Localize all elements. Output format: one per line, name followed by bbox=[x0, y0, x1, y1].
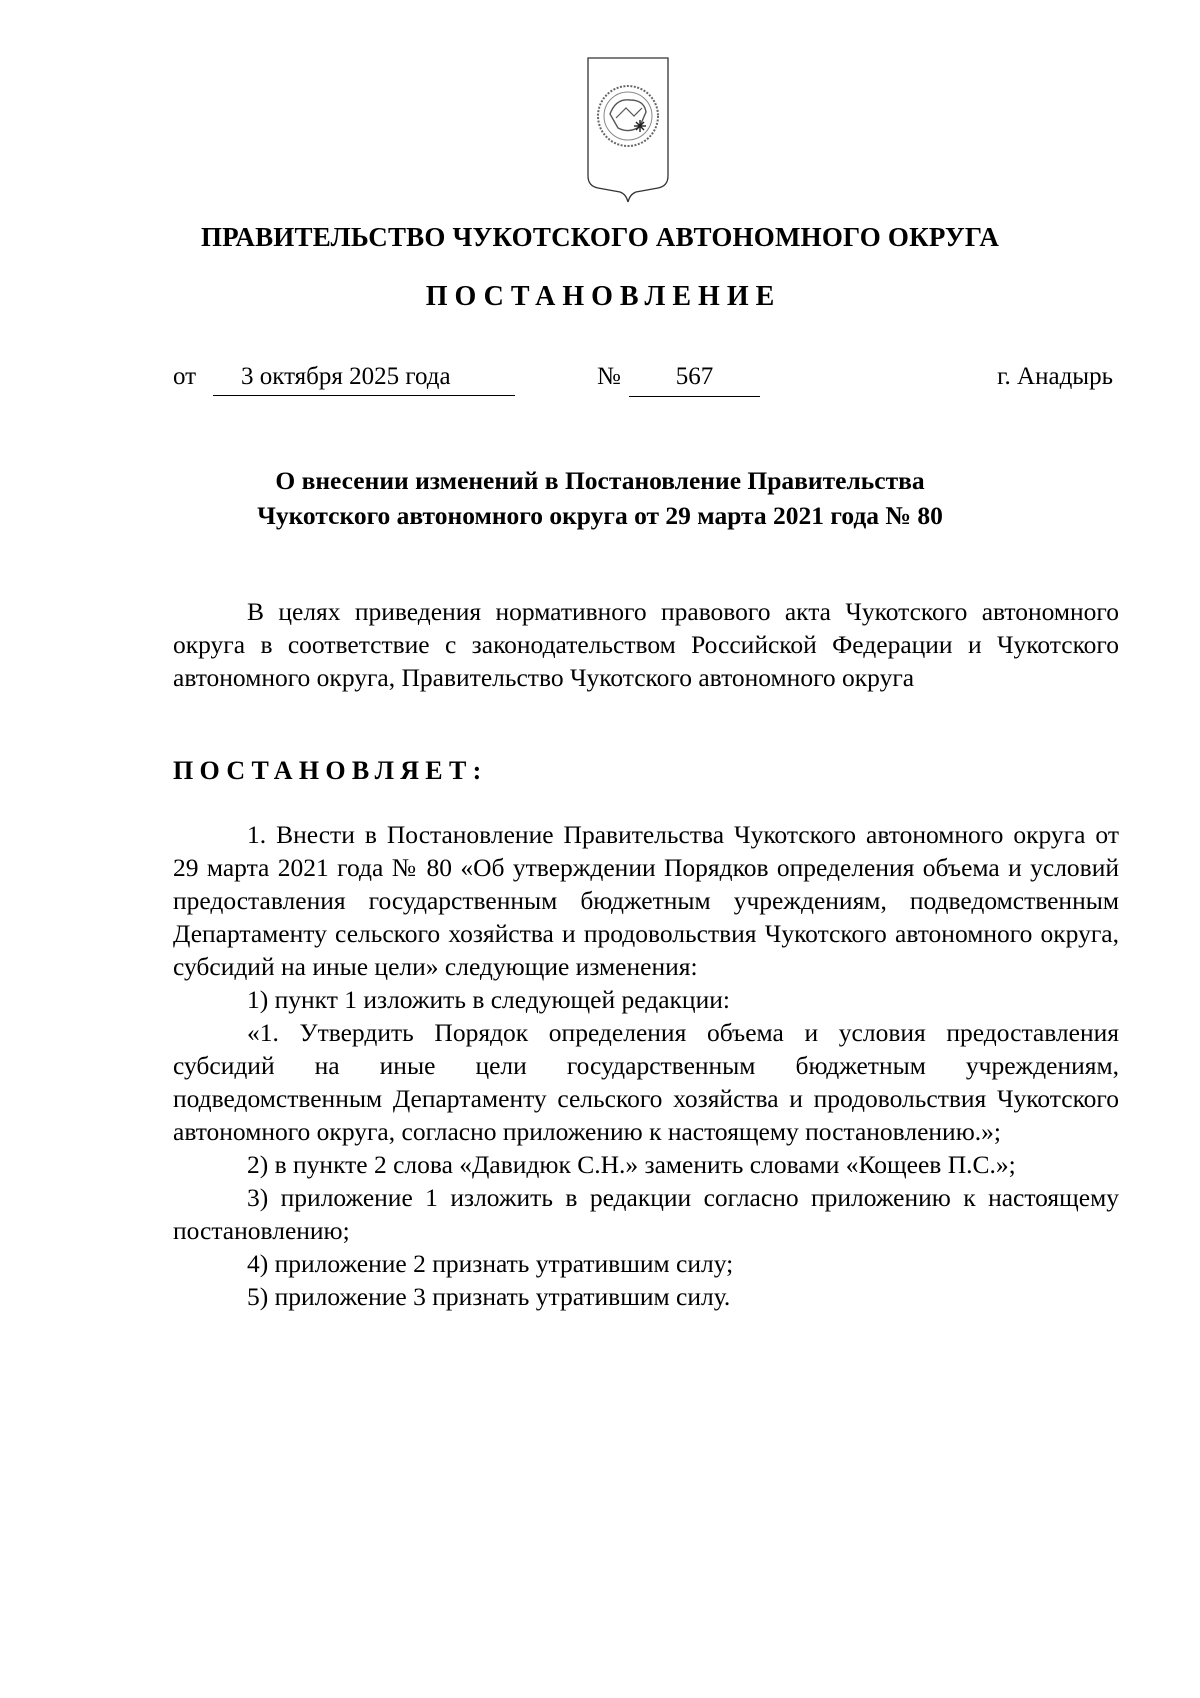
decree-item: «1. Утвердить Порядок определения объема и условия предоставления субсидий на иные цели государственным бюджетным учреждениям, подведомственным Департаменту сельского хозяйства и продовольствия Чукотского автономного округа, согласно приложению к настоящему постановлению.»; bbox=[173, 1018, 1119, 1146]
document-type: ПОСТАНОВЛЕНИЕ bbox=[425, 281, 782, 312]
preamble-paragraph: В целях приведения нормативного правового акта Чукотского автономного округа в соответствие с законодательством Российской Федерации и Чукотского автономного округа, Правительство Чукотского автономного округа bbox=[173, 597, 1119, 692]
document-subject bbox=[0, 463, 1200, 533]
decides-heading: ПОСТАНОВЛЯЕТ: bbox=[173, 756, 488, 785]
decree-item: 2) в пункте 2 слова «Давидюк С.Н.» заменить словами «Кощеев П.С.»; bbox=[247, 1150, 1016, 1179]
from-label: от bbox=[173, 363, 197, 390]
document-date: 3 октября 2025 года bbox=[213, 363, 515, 396]
decree-item: 5) приложение 3 признать утратившим силу. bbox=[247, 1282, 731, 1311]
decree-items bbox=[173, 818, 1119, 1313]
decree-item: 1. Внести в Постановление Правительства Чукотского автономного округа от 29 марта 2021 года № 80 «Об утверждении Порядков определения объема и условий предоставления государственным бюджетным учреждениям, подведомственным Департаменту сельского хозяйства и продовольствия Чукотского автономного округа, субсидий на иные цели» следующие изменения: bbox=[173, 820, 1119, 981]
date-number-line bbox=[173, 363, 1113, 399]
decree-item: 3) приложение 1 изложить в редакции согласно приложению к настоящему постановлению; bbox=[173, 1183, 1119, 1245]
government-title: ПРАВИТЕЛЬСТВО ЧУКОТСКОГО АВТОНОМНОГО ОКРУГА bbox=[200, 222, 1000, 252]
subject-line-2: Чукотского автономного округа от 29 марта 2021 года № 80 bbox=[257, 501, 943, 530]
number-sign: № bbox=[597, 363, 621, 390]
subject-line-1: О внесении изменений в Постановление Правительства bbox=[275, 466, 925, 495]
decree-item: 4) приложение 2 признать утратившим силу; bbox=[247, 1249, 734, 1278]
document-number: 567 bbox=[629, 363, 760, 397]
city: г. Анадырь bbox=[997, 363, 1113, 390]
decree-item: 1) пункт 1 изложить в следующей редакции: bbox=[247, 985, 730, 1014]
coat-of-arms-icon bbox=[586, 56, 670, 206]
